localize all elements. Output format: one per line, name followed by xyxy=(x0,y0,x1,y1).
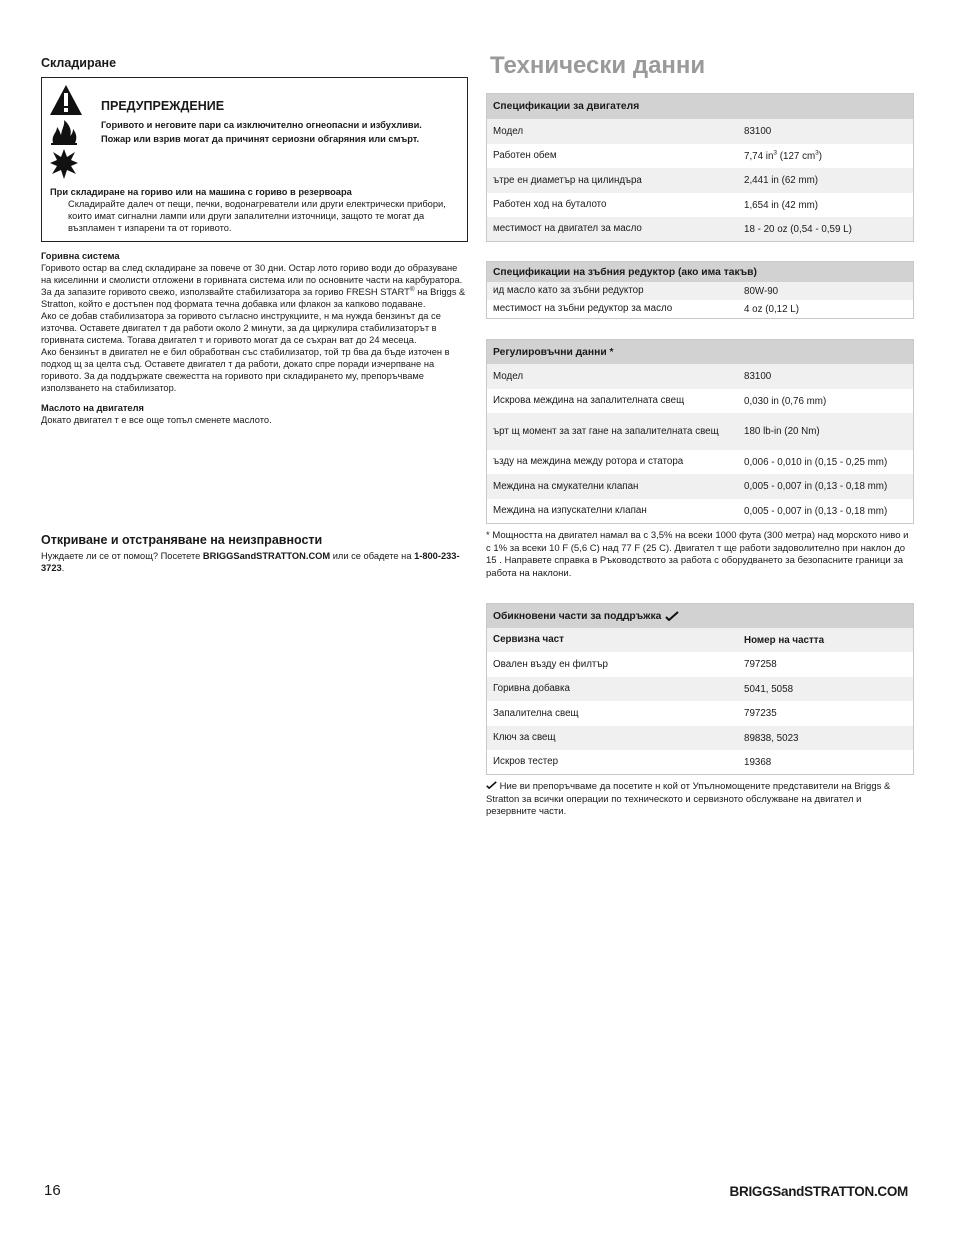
table-row: Модел 83100 xyxy=(487,364,913,389)
fuel-system-heading: Горивна система xyxy=(41,251,120,261)
fuel-paragraph-1: Горивото остар ва след складиране за повече от 30 дни. Остар лото гориво води до образуване на киселинни и смолисти отложени в горивната система или по основните части на карбуратора. За да запазите горивото свежо, използвайте стабилизатора за гориво FRESH START® на Briggs & Stratton, който е достъпен под формата течна добавка или флакон за капково подаване. xyxy=(41,263,466,309)
table-row: Модел 83100 xyxy=(487,119,913,144)
table-row: Ключ за свещ 89838, 5023 xyxy=(487,726,913,750)
table-row: местимост на зъбни редуктор за масло 4 oz (0,12 L) xyxy=(487,300,913,318)
engine-specs-table xyxy=(486,93,914,242)
website-link[interactable]: BRIGGSandSTRATTON.COM xyxy=(202,551,331,561)
table-row: Междина на смукателни клапан 0,005 - 0,007 in (0,13 - 0,18 mm) xyxy=(487,474,913,499)
warning-box xyxy=(41,77,468,242)
warning-subheading: При складиране на гориво или на машина с гориво в резервоара xyxy=(50,187,352,197)
warning-body: Складирайте далеч от пещи, печки, водонагреватели или други електрически прибори, които имат сигнални лампи или други запалителни източници, защото те могат да възпламен т изпарени та от горивото. xyxy=(68,199,446,233)
adjustment-specs-table xyxy=(486,339,914,524)
fuel-paragraph-3: Ако бензинът в двигател не е бил обработван със стабилизатор, той тр бва да бъде източен в подход щ за целта съд. Оставете двигател т да работи, докато спре поради изчерпване на горивото. За да поддържате свежестта на горивото при складирането му, препоръчваме използването на стабилизатор. xyxy=(41,347,450,393)
table-row: ърт щ момент за зат гане на запалителната свещ 180 lb-in (20 Nm) xyxy=(487,413,913,450)
engine-specs-header: Спецификации за двигателя xyxy=(487,94,913,119)
fuel-paragraph-2: Ако се добав стабилизатора за горивото съгласно инструкциите, н ма нужда бензинът да се източва. Оставете двигател т да работи около 2 минути, за да циркулира стабилизаторът в горивната система. Тогава двигател т и горивото могат да се съхран ват до 24 месеца. xyxy=(41,311,441,345)
engine-oil-heading: Маслото на двигателя xyxy=(41,403,144,413)
troubleshooting-text: Нуждаете ли се от помощ? Посетете BRIGGSandSTRATTON.COM или се обадете на 1-800-233-3723. xyxy=(41,551,460,573)
table-row: Горивна добавка 5041, 5058 xyxy=(487,677,913,701)
table-column-headers: Сервизна част Номер на частта xyxy=(487,628,913,652)
troubleshooting-heading: Откриване и отстраняване на неизправности xyxy=(41,533,323,547)
fire-icon xyxy=(49,119,79,145)
table-row: Овален възду ен филтър 797258 xyxy=(487,652,913,677)
table-row: ид масло като за зъбни редуктор 80W-90 xyxy=(487,282,913,300)
warning-line-fuel: Горивото и неговите пари са изключително огнеопасни и избухливи. xyxy=(101,120,422,130)
table-row: Работен обем 7,74 $in^3$ (127 $cm^3$) xyxy=(487,144,913,168)
warning-triangle-icon xyxy=(49,84,83,116)
table-row: Междина на изпускателни клапан 0,005 - 0,007 in (0,13 - 0,18 mm) xyxy=(487,499,913,523)
engine-oil-paragraph: Докато двигател т е все още топъл сменете маслото. xyxy=(41,415,272,425)
phone-number: 1-800-233-3723 xyxy=(41,551,460,573)
table-row: ътре ен диаметър на цилиндъра 2,441 in (62 mm) xyxy=(487,168,913,193)
gear-specs-header: Спецификации на зъбния редуктор (ако има такъв) xyxy=(487,262,913,282)
table-row: Искров тестер 19368 xyxy=(487,750,913,774)
page-title: Технически данни xyxy=(490,52,706,79)
adjustment-footnote: * Мощността на двигател намал ва с 3,5% на всеки 1000 фута (300 метра) над морското ниво и с 1% за всеки 10 F (5,6 C) над 77 F (25 C). Двигател т ще работи задоволително при наклон до 15 . Направете справка в Ръководството за работа с оборудването за безопасните граници за работа на наклони. xyxy=(486,530,909,579)
table-row: местимост на двигател за масло 18 - 20 oz (0,54 - 0,59 L) xyxy=(487,217,913,241)
checkmark-icon xyxy=(486,781,497,789)
page-number: 16 xyxy=(44,1182,61,1199)
checkmark-icon xyxy=(665,611,679,621)
right-column xyxy=(486,52,914,819)
warning-icons xyxy=(49,84,87,183)
maintenance-parts-table xyxy=(486,603,914,775)
storage-heading: Складиране xyxy=(41,56,117,70)
table-row: ъзду на междина между ротора и статора 0,006 - 0,010 in (0,15 - 0,25 mm) xyxy=(487,450,913,474)
left-column xyxy=(41,56,468,574)
maintenance-parts-header: Обикновени части за поддръжка xyxy=(487,604,913,628)
table-row: Запалителна свещ 797235 xyxy=(487,701,913,726)
table-row: Искрова междина на запалителната свещ 0,030 in (0,76 mm) xyxy=(487,389,913,413)
warning-title: ПРЕДУПРЕЖДЕНИЕ xyxy=(101,99,225,113)
adjustment-specs-header: Регулировъчни данни * xyxy=(487,340,913,364)
warning-line-fire: Пожар или взрив могат да причинят сериозни обгаряния или смърт. xyxy=(101,134,420,144)
explosion-icon xyxy=(49,148,79,180)
footer-website[interactable]: BRIGGSandSTRATTON.COM xyxy=(729,1184,908,1199)
table-row: Работен ход на буталото 1,654 in (42 mm) xyxy=(487,193,913,217)
gear-specs-table xyxy=(486,261,914,319)
parts-footnote: Ние ви препоръчваме да посетите н кой от Упълномощените представители на Briggs & Stratton за всички операции по техническото и сервизното обслужване на двигател и резервните части. xyxy=(486,781,891,817)
